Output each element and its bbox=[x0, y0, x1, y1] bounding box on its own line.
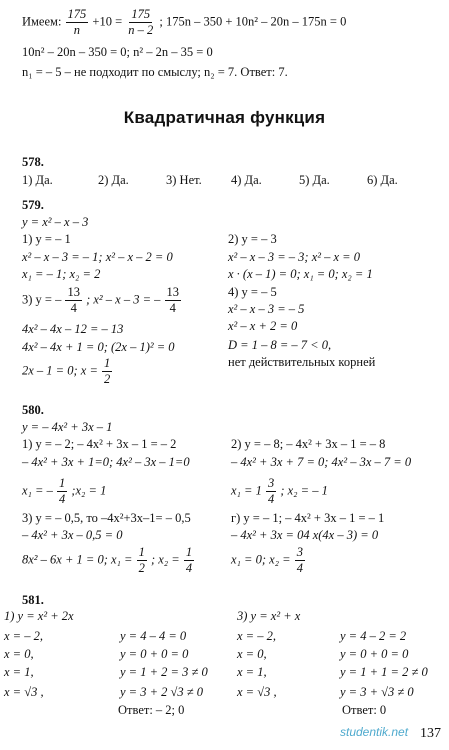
p578-answer-1: 1) Да. bbox=[22, 173, 53, 187]
p578-answer-5: 5) Да. bbox=[299, 173, 330, 187]
p580-right-6: x₁ = 0; x₂ = $\frac{3}{4}$ bbox=[231, 545, 303, 576]
p579-right-1: 2) y = – 3 bbox=[228, 232, 277, 246]
p580-right-3: x₁ = 1 $\frac{3}{4}$ ; x₂ = – 1 bbox=[231, 476, 328, 507]
p578-answer-3: 3) Нет. bbox=[166, 173, 202, 187]
p578-answer-2: 2) Да. bbox=[98, 173, 129, 187]
p579-line-3: x₁ = – 1; x₂ = 2 bbox=[22, 267, 101, 281]
fraction-175-over-n: $\frac{175}{n}$ bbox=[67, 7, 87, 38]
p581-left-x-4: x = √3 , bbox=[4, 685, 44, 699]
problem-579-number: 579. bbox=[22, 198, 44, 212]
p581-right-x-1: x = – 2, bbox=[237, 629, 276, 643]
p581-left-answer: Ответ: – 2; 0 bbox=[118, 703, 185, 717]
p578-answer-4: 4) Да. bbox=[231, 173, 262, 187]
p578-answer-6: 6) Да. bbox=[367, 173, 398, 187]
fraction-13-over-4-b: $\frac{13}{4}$ bbox=[166, 285, 180, 316]
p579-line-1: 1) y = – 1 bbox=[22, 232, 71, 246]
fraction-1-over-4-b: $\frac{1}{4}$ bbox=[185, 545, 193, 576]
top-line-3: n₁ = – 5 – не подходит по смыслу; n₂ = 7. Ответ: 7. bbox=[22, 65, 288, 79]
fraction-1-over-2: $\frac{1}{2}$ bbox=[104, 356, 111, 387]
p581-left-function: 1) y = x² + 2x bbox=[4, 609, 74, 623]
top-line-1 bbox=[22, 8, 346, 37]
plus-ten: +10 = bbox=[92, 14, 123, 29]
p581-right-y-4: y = 3 + √3 ≠ 0 bbox=[340, 685, 414, 699]
p581-left-y-3: y = 1 + 2 = 3 ≠ 0 bbox=[120, 665, 208, 679]
p581-right-function: 3) y = x² + x bbox=[237, 609, 301, 623]
p579-line-7: 2x – 1 = 0; x = $\frac{1}{2}$ bbox=[22, 356, 111, 387]
p580-line-6: 8x² – 6x + 1 = 0; x₁ = $\frac{1}{2}$ ; x₂ = $\frac{1}{4}$ bbox=[22, 545, 193, 576]
p579-line-2: x² – x – 3 = – 1; x² – x – 2 = 0 bbox=[22, 250, 173, 264]
p579-line-5: 4x² – 4x – 12 = – 13 bbox=[22, 322, 124, 336]
watermark-logo: studentik.net bbox=[340, 725, 409, 739]
page-number: 137 bbox=[420, 726, 441, 741]
p579-right-3: x · (x – 1) = 0; x₁ = 0; x₂ = 1 bbox=[228, 267, 373, 281]
p579-right-2: x² – x – 3 = – 3; x² – x = 0 bbox=[228, 250, 360, 264]
fraction-1-over-2-b: $\frac{1}{2}$ bbox=[138, 545, 145, 576]
p579-right-7: D = 1 – 8 = – 7 < 0, bbox=[228, 338, 332, 352]
top-line-2: 10n² – 20n – 350 = 0; n² – 2n – 35 = 0 bbox=[22, 45, 213, 59]
p580-right-2: – 4x² + 3x + 7 = 0; 4x² – 3x – 7 = 0 bbox=[231, 455, 412, 469]
problem-578-number: 578. bbox=[22, 155, 44, 169]
p579-function: y = x² – x – 3 bbox=[22, 215, 89, 229]
p579-right-5: x² – x – 3 = – 5 bbox=[228, 302, 305, 316]
p581-right-answer: Ответ: 0 bbox=[342, 703, 387, 717]
p580-line-4: 3) y = – 0,5, то –4x²+3x–1= – 0,5 bbox=[22, 511, 191, 525]
section-heading: Квадратичная функция bbox=[123, 108, 326, 127]
p581-right-y-3: y = 1 + 1 = 2 ≠ 0 bbox=[340, 665, 428, 679]
p580-line-3: x₁ = – $\frac{1}{4}$ ;x₂ = 1 bbox=[22, 476, 107, 507]
p579-line-6: 4x² – 4x + 1 = 0; (2x – 1)² = 0 bbox=[22, 340, 175, 354]
p579-right-6: x² – x + 2 = 0 bbox=[228, 319, 298, 333]
p580-line-5: – 4x² + 3x – 0,5 = 0 bbox=[22, 528, 123, 542]
fraction-3-over-4: $\frac{3}{4}$ bbox=[267, 476, 275, 507]
fraction-3-over-4-b: $\frac{3}{4}$ bbox=[296, 545, 303, 576]
p579-right-4: 4) y = – 5 bbox=[228, 285, 277, 299]
fraction-13-over-4: $\frac{13}{4}$ bbox=[67, 285, 80, 316]
problem-580-number: 580. bbox=[22, 403, 44, 417]
p581-left-x-2: x = 0, bbox=[4, 647, 34, 661]
problem-581-number: 581. bbox=[22, 593, 44, 607]
p581-right-y-2: y = 0 + 0 = 0 bbox=[340, 647, 409, 661]
p580-right-5: – 4x² + 3x = 04 x(4x – 3) = 0 bbox=[231, 528, 379, 542]
p581-left-y-2: y = 0 + 0 = 0 bbox=[120, 647, 189, 661]
p581-left-x-3: x = 1, bbox=[4, 665, 34, 679]
p580-line-1: 1) y = – 2; – 4x² + 3x – 1 = – 2 bbox=[22, 437, 177, 451]
p581-right-x-3: x = 1, bbox=[237, 665, 267, 679]
p581-right-x-4: x = √3 , bbox=[237, 685, 277, 699]
p581-right-x-2: x = 0, bbox=[237, 647, 267, 661]
p581-left-y-1: y = 4 – 4 = 0 bbox=[120, 629, 187, 643]
top-prefix: Имеем: bbox=[22, 14, 62, 29]
p580-function: y = – 4x² + 3x – 1 bbox=[22, 420, 113, 434]
p581-right-y-1: y = 4 – 2 = 2 bbox=[340, 629, 407, 643]
p581-left-x-1: x = – 2, bbox=[4, 629, 43, 643]
p579-right-8: нет действительных корней bbox=[228, 355, 376, 369]
p580-right-1: 2) y = – 8; – 4x² + 3x – 1 = – 8 bbox=[231, 437, 386, 451]
p579-line-4: 3) y = – $\frac{13}{4}$ ; x² – x – 3 = – $\frac{13}{4}$ bbox=[22, 285, 180, 316]
p580-line-2: – 4x² + 3x + 1=0; 4x² – 3x – 1=0 bbox=[22, 455, 190, 469]
fraction-175-over-n-2: $\frac{175}{n - 2}$ bbox=[128, 7, 154, 38]
p581-left-y-4: y = 3 + 2 √3 ≠ 0 bbox=[120, 685, 204, 699]
top-equation-rest: ; 175n – 350 + 10n² – 20n – 175n = 0 bbox=[159, 14, 347, 29]
p580-right-4: г) y = – 1; – 4x² + 3x – 1 = – 1 bbox=[231, 511, 385, 525]
fraction-1-over-4: $\frac{1}{4}$ bbox=[58, 476, 66, 507]
